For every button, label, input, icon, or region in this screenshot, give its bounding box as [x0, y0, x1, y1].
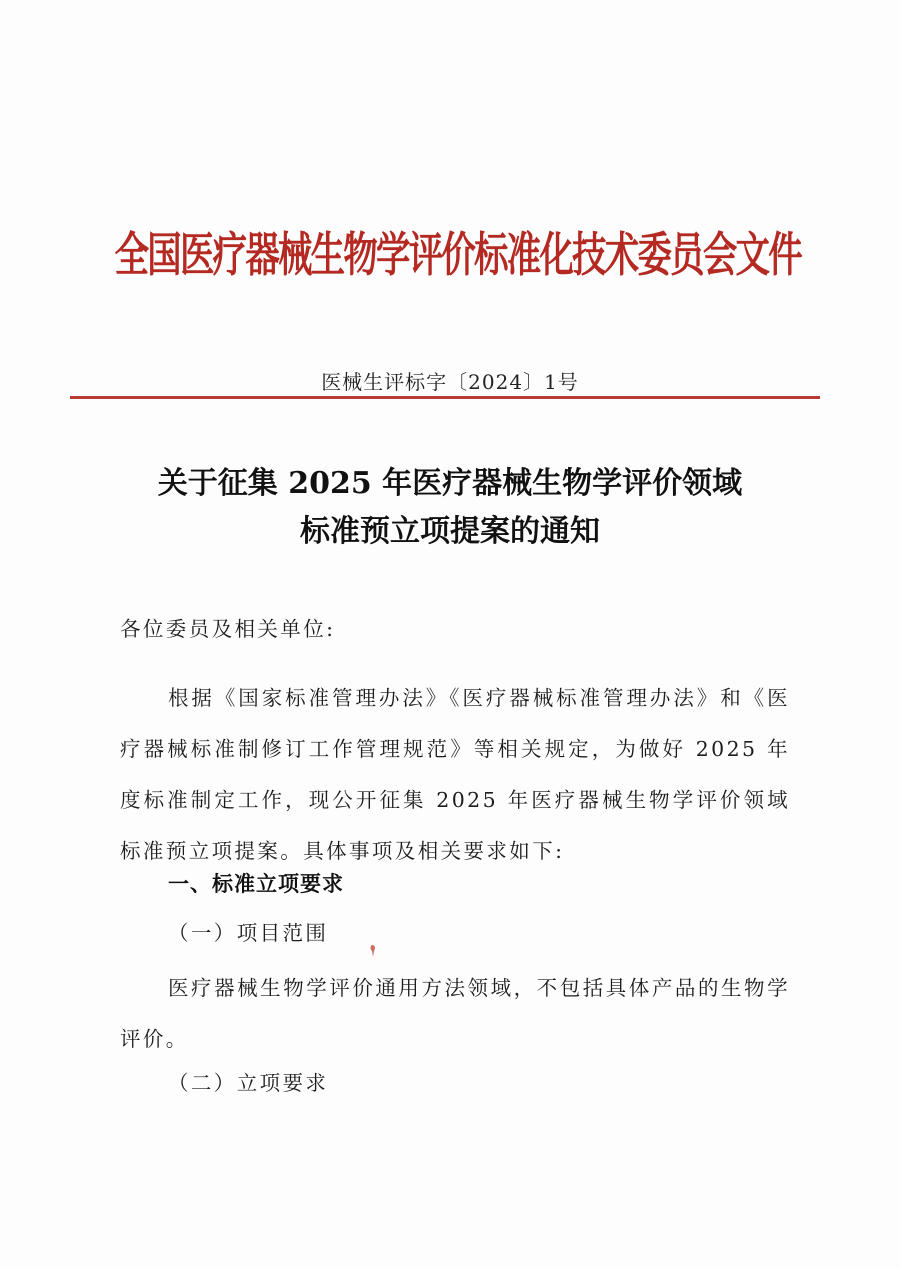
document-number: 医械生评标字〔2024〕1号 — [321, 370, 579, 394]
intro-paragraph: 根据《国家标准管理办法》《医疗器械标准管理办法》和《医疗器械标准制修订工作管理规范》等相关规定，为做好 2025 年度标准制定工作，现公开征集 2025 年医疗器械生物学评价领域标准预立项提案。具体事项及相关要求如下: — [120, 686, 790, 863]
project-scope-paragraph: 医疗器械生物学评价通用方法领域，不包括具体产品的生物学评价。 — [120, 976, 790, 1051]
notice-title-line-1: 关于征集 2025 年医疗器械生物学评价领域 — [157, 466, 743, 501]
salutation: 各位委员及相关单位: — [120, 617, 336, 641]
red-divider-line — [70, 396, 820, 399]
ink-speck-icon — [368, 944, 378, 958]
sub-heading-approval-requirements: （二）立项要求 — [168, 1071, 329, 1095]
section-heading-1: 一、标准立项要求 — [168, 872, 344, 896]
sub-heading-project-scope: （一）项目范围 — [168, 921, 329, 945]
notice-title-line-2: 标准预立项提案的通知 — [300, 514, 600, 549]
notice-title — [60, 460, 840, 556]
organization-header-title: 全国医疗器械生物学评价标准化技术委员会文件 — [114, 228, 801, 283]
